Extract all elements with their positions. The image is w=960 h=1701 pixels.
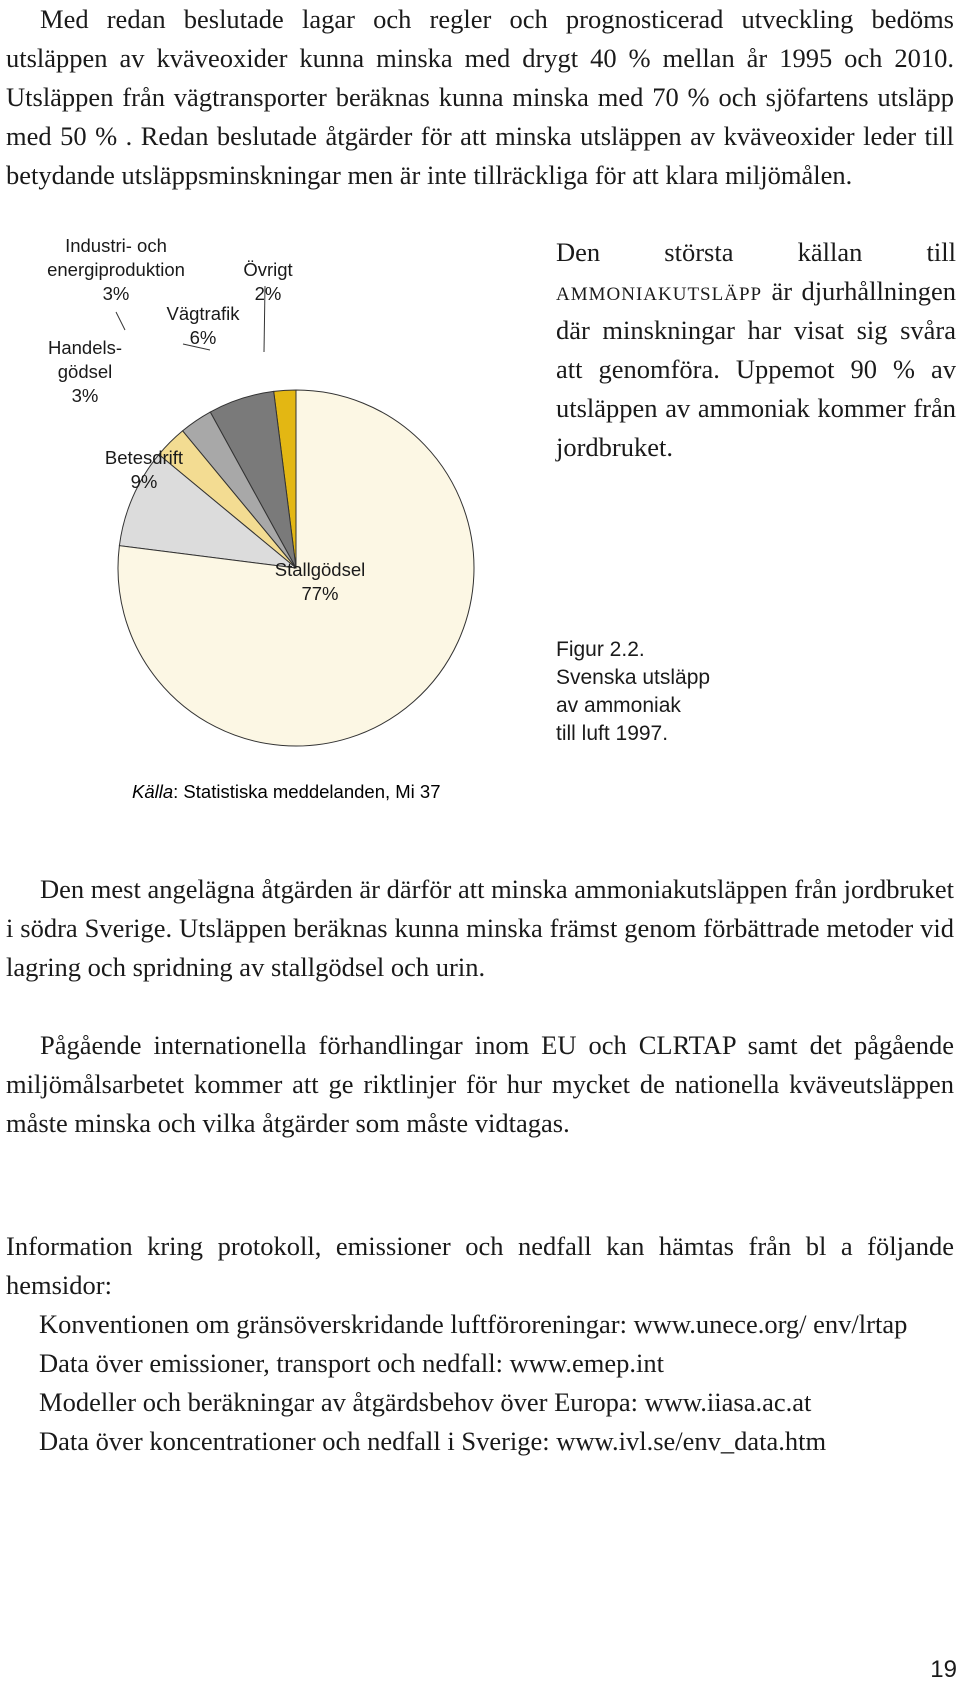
side-text-before: Den största källan till xyxy=(556,237,956,267)
caption-line: Svenska utsläpp xyxy=(556,666,711,689)
side-text-ammonia xyxy=(556,233,956,467)
pie-label-vägtrafik: Vägtrafik 6% xyxy=(166,303,240,348)
side-text-after: är djurhållningen där minskningar har visat sig svåra att genomföra. Uppemot 90 % av utsläppen av ammoniak kommer från jordbruket. xyxy=(556,276,956,462)
link-item[interactable]: Konventionen om gränsöverskridande luftföroreningar: www.unece.org/ env/lrtap xyxy=(39,1309,908,1339)
side-text-term: ammoniakutsläpp xyxy=(556,276,763,306)
page-number: 19 xyxy=(930,1656,957,1683)
paragraph-measures: Den mest angelägna åtgärden är därför att minska ammoniakutsläppen från jordbruket i södra Sverige. Utsläppen beräknas kunna minska främst genom förbättrade metoder vid lagring och spridning av stallgödsel och urin. xyxy=(6,874,954,982)
paragraph-information: Information kring protokoll, emissioner och nedfall kan hämtas från bl a följande hemsidor: xyxy=(6,1231,954,1300)
paragraph-nox-forecast: Med redan beslutade lagar och regler och prognosticerad utveckling bedöms utsläppen av kväveoxider kunna minska med drygt 40 % mellan år 1995 och 2010. Utsläppen från vägtransporter beräknas kunna minska med 70 % och sjöfartens utsläpp med 50 % . Redan beslutade åtgärder för att minska utsläppen av kväveoxider leder till betydande utsläppsminskningar men är inte tillräckliga för att klara miljömålen. xyxy=(6,4,954,190)
pie-label-övrigt: Övrigt 2% xyxy=(243,259,293,304)
link-item[interactable]: Data över koncentrationer och nedfall i Sverige: www.ivl.se/env_data.htm xyxy=(39,1426,827,1456)
ammonia-pie-chart xyxy=(47,235,540,802)
source-label: Källa xyxy=(132,781,174,802)
leader-line xyxy=(116,312,125,330)
caption-line: av ammoniak xyxy=(556,694,681,717)
pie-label-handelsgödsel: Handels-gödsel 3% xyxy=(47,337,123,406)
caption-line: Figur 2.2. xyxy=(556,638,645,661)
pie-label-stallgödsel: Stallgödsel 77% xyxy=(274,559,366,604)
chart-source xyxy=(132,781,441,802)
pie-label-industri-och-energiproduktion: Industri- och energiproduktion 3% xyxy=(47,235,185,304)
link-item[interactable]: Data över emissioner, transport och nedfall: www.emep.int xyxy=(39,1348,664,1378)
source-text: : Statistiska meddelanden, Mi 37 xyxy=(173,781,441,802)
paragraph-negotiations: Pågående internationella förhandlingar inom EU och CLRTAP samt det pågående miljömålsarbetet kommer att ge riktlinjer för hur mycket de nationella kväveutsläppen måste minska och vilka åtgärder som måste vidtagas. xyxy=(6,1030,954,1138)
caption-line: till luft 1997. xyxy=(556,722,669,745)
link-list xyxy=(39,1305,959,1461)
figure-caption xyxy=(556,636,776,748)
link-item[interactable]: Modeller och beräkningar av åtgärdsbehov över Europa: www.iiasa.ac.at xyxy=(39,1387,812,1417)
pie-label-betesdrift: Betesdrift 9% xyxy=(104,447,184,492)
